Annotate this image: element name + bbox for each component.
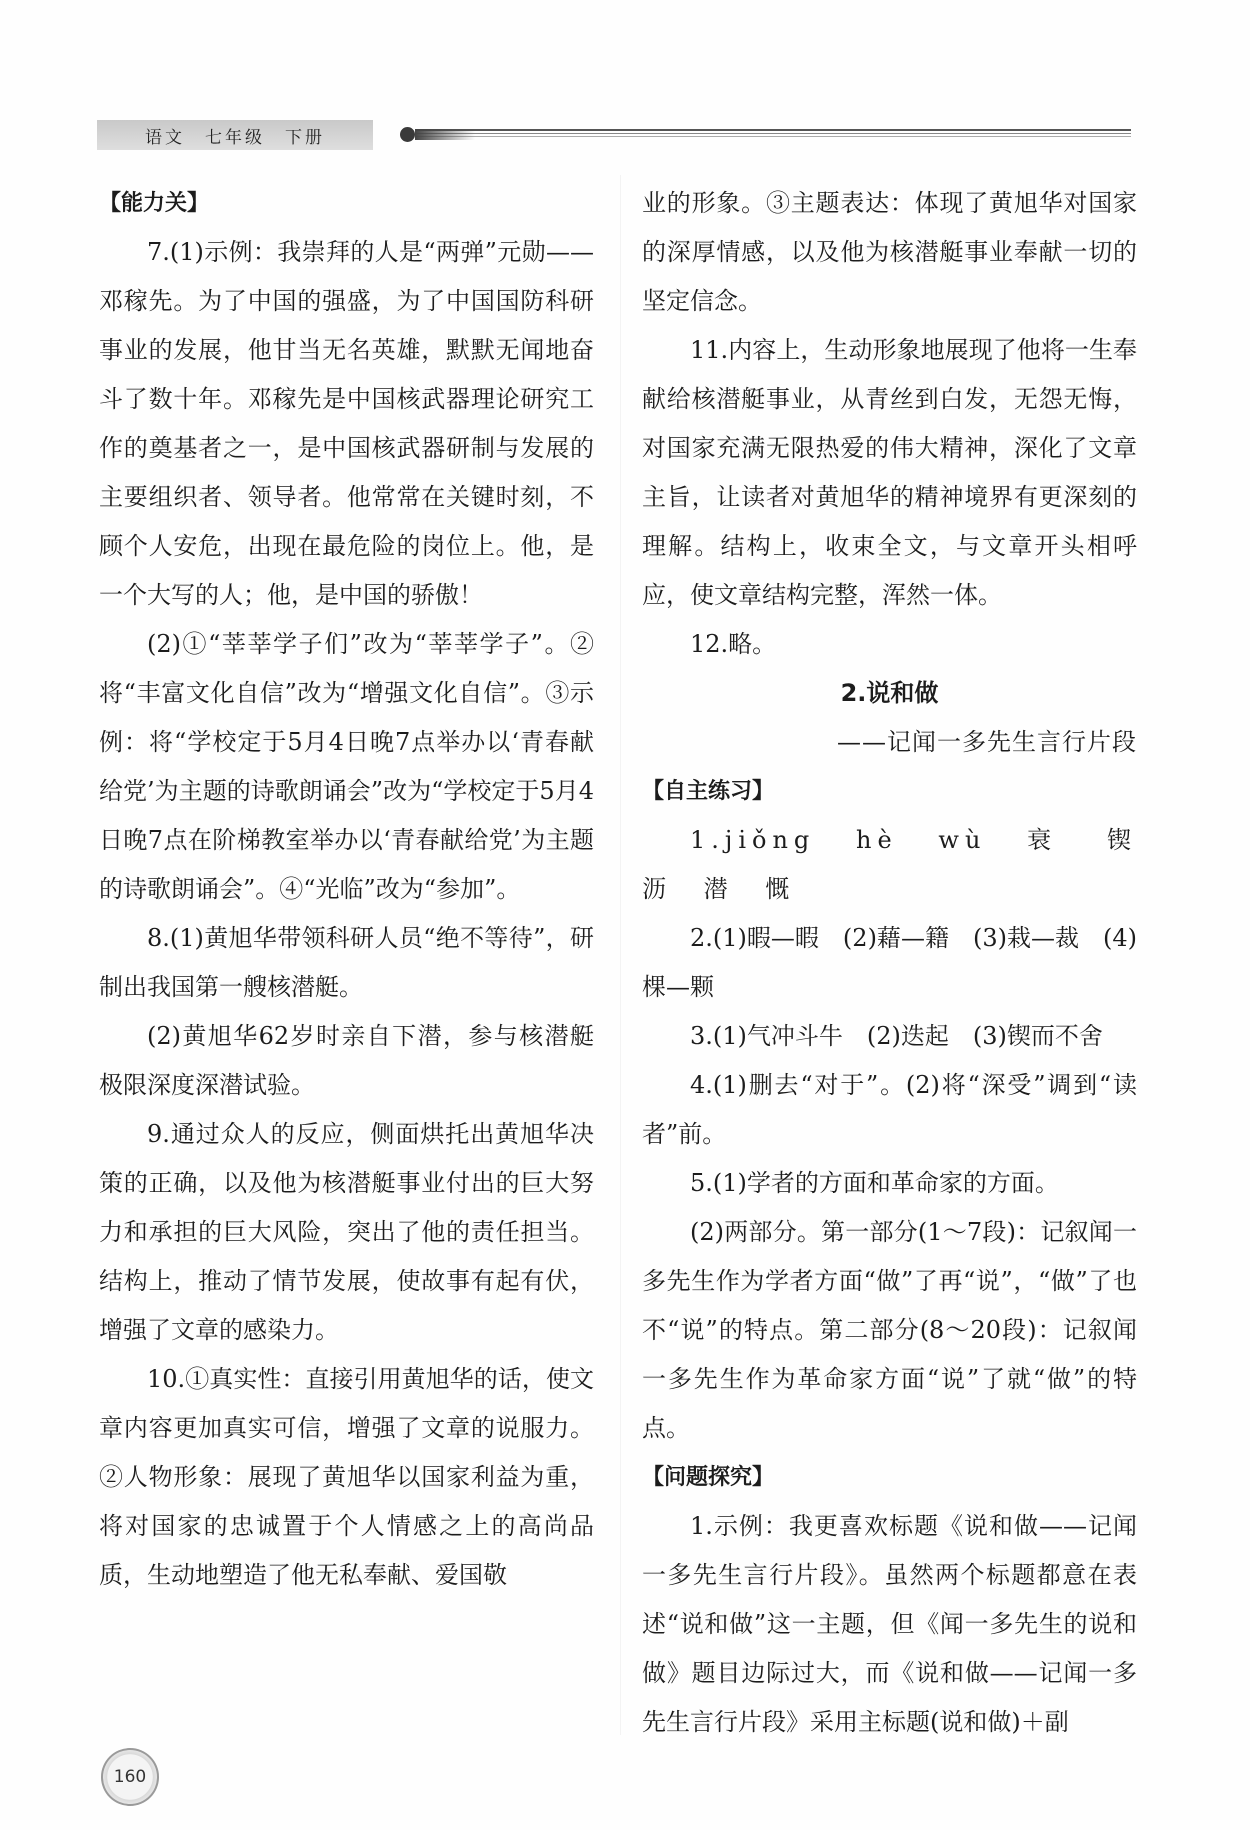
lesson-subtitle: ——记闻一多先生言行片段 — [837, 728, 1137, 756]
lesson-title: 2.说和做 — [840, 679, 939, 707]
answer-9: 9.通过众人的反应，侧面烘托出黄旭华决策的正确，以及他为核潜艇事业付出的巨大努力和承担的巨大风险，突出了他的责任担当。结构上，推动了情节发展，使故事有起有伏，增强了文章的感染力。 — [99, 1120, 594, 1344]
section-heading-ability: 【能力关】 — [99, 191, 210, 216]
answer-10: 10.①真实性：直接引用黄旭华的话，使文章内容更加真实可信，增强了文章的说服力。②人物形象：展现了黄旭华以国家利益为重，将对国家的忠诚置于个人情感之上的高尚品质，生动地塑造了他无私奉献、爱国敬 — [99, 1365, 594, 1589]
answer-2: 2.(1)暇—暇 (2)藉—籍 (3)栽—裁 (4)棵—颗 — [642, 924, 1137, 1001]
answer-4: 4.(1)删去“对于”。(2)将“深受”调到“读者”前。 — [642, 1071, 1137, 1148]
header-label — [97, 120, 373, 150]
section-heading-inquiry: 【问题探究】 — [642, 1465, 775, 1490]
inquiry-answer-1: 1.示例：我更喜欢标题《说和做——记闻一多先生言行片段》。虽然两个标题都意在表述“说和做”这一主题，但《闻一多先生的说和做》题目边际过大，而《说和做——记闻一多先生言行片段》采用主标题(说和做)＋副 — [642, 1512, 1137, 1736]
section-heading-self-practice: 【自主练习】 — [642, 779, 775, 804]
column-gutter — [620, 175, 621, 1735]
header-dot — [400, 127, 415, 142]
left-column — [99, 179, 594, 1600]
answer-12: 12.略。 — [690, 630, 777, 658]
answer-7-2: (2)①“莘莘学子们”改为“莘莘学子”。②将“丰富文化自信”改为“增强文化自信”。③示例：将“学校定于5月4日晚7点举办以‘青春献给党’为主题的诗歌朗诵会”改为“学校定于5月4日晚7点在阶梯教室举办以‘青春献给党’为主题的诗歌朗诵会”。④“光临”改为“参加”。 — [99, 630, 594, 903]
answer-5-2: (2)两部分。第一部分(1～7段)：记叙闻一多先生作为学者方面“做”了再“说”，“做”了也不“说”的特点。第二部分(8～20段)：记叙闻一多先生作为革命家方面“说”了就“做”的特点。 — [642, 1218, 1137, 1442]
answer-11: 11.内容上，生动形象地展现了他将一生奉献给核潜艇事业，从青丝到白发，无怨无悔，对国家充满无限热爱的伟大精神，深化了文章主旨，让读者对黄旭华的精神境界有更深刻的理解。结构上，收束全文，与文章开头相呼应，使文章结构完整，浑然一体。 — [642, 336, 1137, 609]
answer-8-2: (2)黄旭华62岁时亲自下潜，参与核潜艇极限深度深潜试验。 — [99, 1022, 594, 1099]
header-rule — [415, 129, 1131, 140]
header-volume: 下册 — [285, 127, 325, 148]
page-number: 160 — [113, 1767, 147, 1787]
answer-10-continued: 业的形象。③主题表达：体现了黄旭华对国家的深厚情感，以及他为核潜艇事业奉献一切的坚定信念。 — [642, 189, 1137, 315]
header-grade: 七年级 — [205, 127, 265, 148]
answer-7-1: 7.(1)示例：我崇拜的人是“两弹”元勋——邓稼先。为了中国的强盛，为了中国国防科研事业的发展，他甘当无名英雄，默默无闻地奋斗了数十年。邓稼先是中国核武器理论研究工作的奠基者之一，是中国核武器研制与发展的主要组织者、领导者。他常常在关键时刻，不顾个人安危，出现在最危险的岗位上。他，是一个大写的人；他，是中国的骄傲！ — [99, 238, 594, 609]
answer-5-1: 5.(1)学者的方面和革命家的方面。 — [690, 1169, 1059, 1197]
answer-1-pinyin: 1.jiǒng hè wù 衰 锲 沥 潜 慨 — [642, 826, 1137, 903]
answer-8-1: 8.(1)黄旭华带领科研人员“绝不等待”，研制出我国第一艘核潜艇。 — [99, 924, 594, 1001]
answer-3: 3.(1)气冲斗牛 (2)迭起 (3)锲而不舍 — [690, 1022, 1103, 1050]
header-subject: 语文 — [145, 127, 185, 148]
right-column — [642, 179, 1137, 1747]
page-number-badge — [101, 1748, 159, 1806]
